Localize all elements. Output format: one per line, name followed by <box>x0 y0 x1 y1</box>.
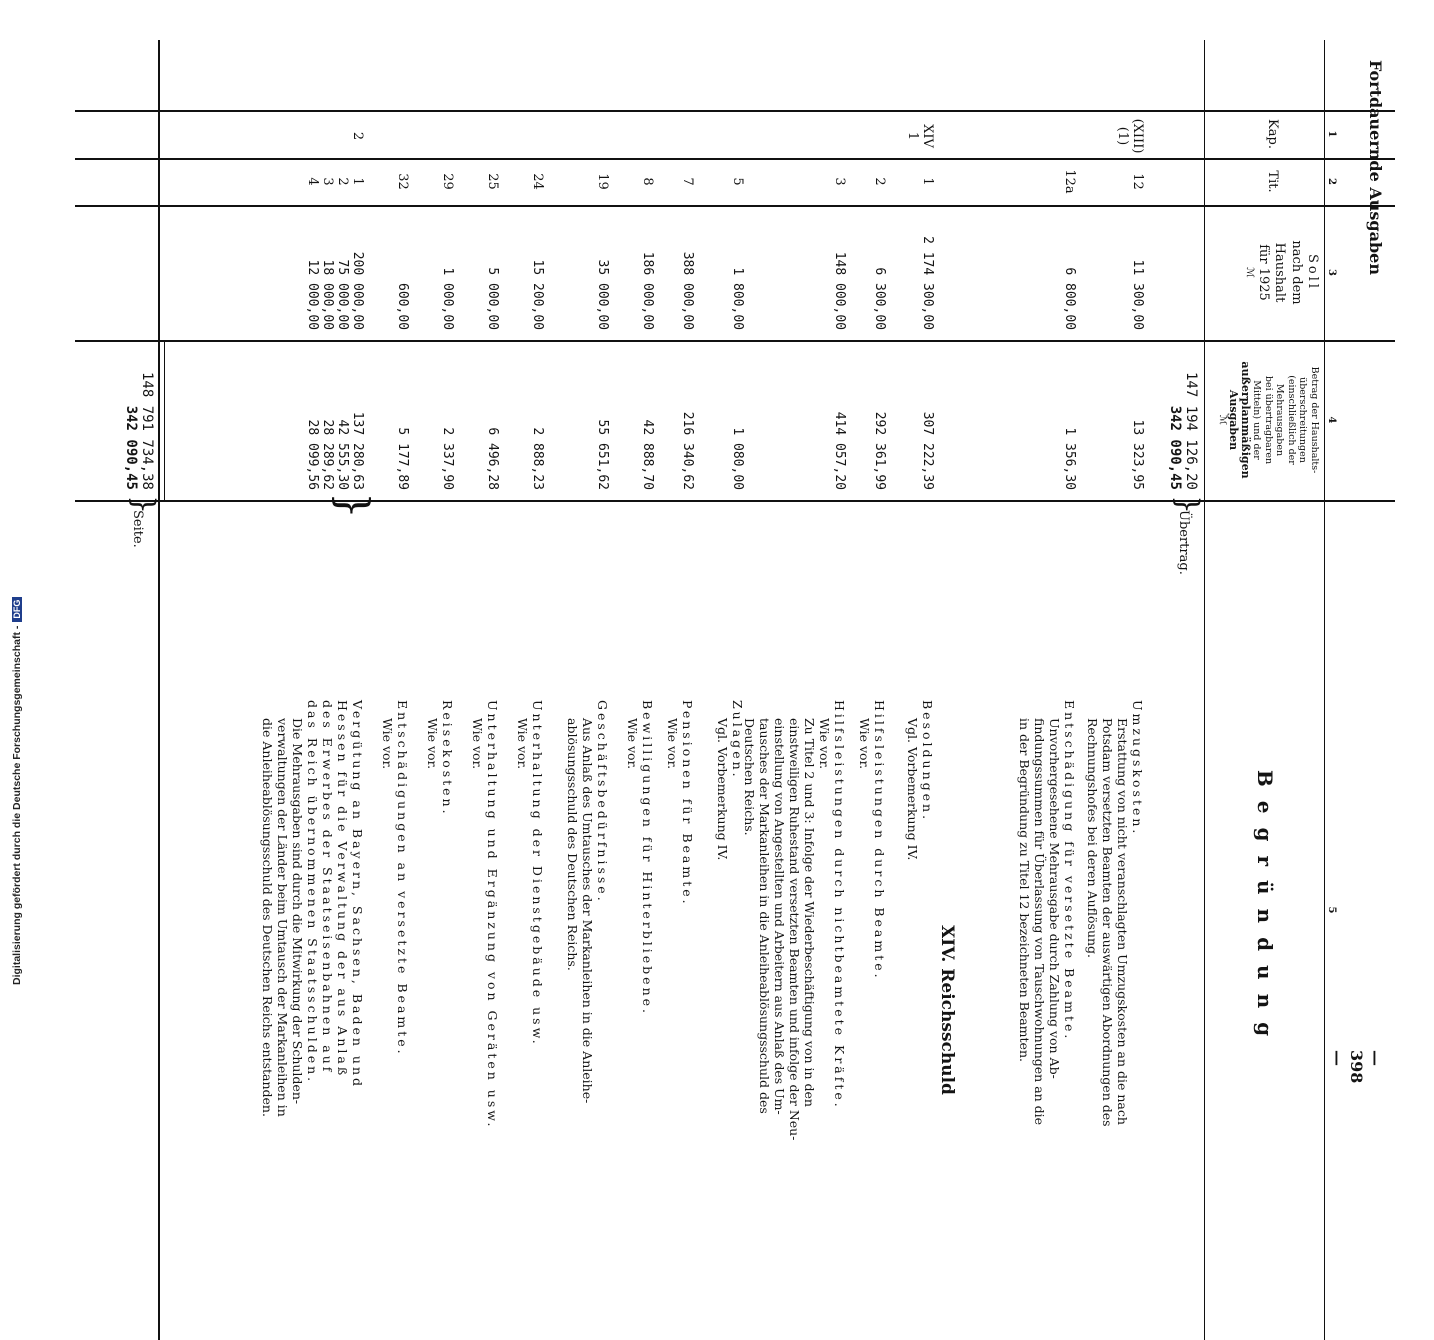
row-text-line: einstweiligen Ruhestand versetzten Beamten und infolge der Neu- <box>787 718 802 1141</box>
document-page <box>75 40 1395 1141</box>
rule-header <box>1204 40 1205 1340</box>
row-betrag-amount: 414 057,20 <box>832 411 847 490</box>
header-begruendung: Begründung <box>1253 769 1277 1051</box>
row-heading-line: Unterhaltung der Dienstgebäude usw. <box>530 700 545 1047</box>
row-tit: 5 <box>730 177 745 186</box>
row-text-line: in der Begründung zu Titel 12 bezeichneten Beamten. <box>1017 718 1032 1062</box>
row-kap: XIV 1 <box>905 124 935 148</box>
row-betrag-amount: 2 888,23 <box>530 427 545 490</box>
row-betrag-amount: 307 222,39 <box>920 411 935 490</box>
header-kap: Kap. <box>1265 119 1280 149</box>
row-text-line: Wie vor. <box>380 718 395 770</box>
row-heading-line: Umzugskosten. <box>1130 700 1145 837</box>
row-text-line: Wie vor. <box>665 718 680 770</box>
row-text-line: tausches der Markanleihen in die Anleiheablösungsschuld des <box>757 718 772 1114</box>
row-explanation <box>515 700 545 1320</box>
row-text-line: die Anleiheablösungsschuld des Deutschen Reichs entstanden. <box>260 718 275 1117</box>
row-heading-line: Hessen für die Verwaltung der aus Anlaß <box>335 700 350 1079</box>
row-text-line: Wie vor. <box>515 718 530 770</box>
row-explanation <box>905 700 935 1320</box>
row-explanation <box>470 700 500 1320</box>
row-tit: 2 <box>872 177 887 186</box>
row-text-line: Erstattung von nicht veranschlagten Umzugskosten an die nach <box>1115 718 1130 1125</box>
rule-kap <box>75 110 1395 112</box>
rule-total <box>158 40 160 1340</box>
row-tit: 32 <box>395 173 410 190</box>
rule-top <box>1324 40 1325 1340</box>
row-betrag-amount: 13 323,95 <box>1130 419 1145 490</box>
row-text-line: Wie vor. <box>625 718 640 770</box>
row-soll-amount: 148 000,00 <box>832 251 847 330</box>
row-text-line: ablösungsschuld des Deutschen Reichs. <box>565 718 580 971</box>
row-soll-amount: 6 300,00 <box>872 267 887 330</box>
row-betrag-amount: 42 888,70 <box>640 419 655 490</box>
row-heading-line: Hilfsleistungen durch nichtbeamtete Kräfte. <box>832 700 847 1110</box>
row-explanation <box>742 700 847 1320</box>
row-tit: 25 <box>485 173 500 190</box>
row-soll-amount: 388 000,00 <box>680 251 695 330</box>
row-heading-line: Bewilligungen für Hinterbliebene. <box>640 700 655 1016</box>
row-soll-amount: 11 300,00 <box>1130 259 1145 330</box>
row-heading-line: Besoldungen. <box>920 700 935 823</box>
row-heading-line: Reisekosten. <box>440 700 455 817</box>
row-explanation <box>857 700 887 1320</box>
colnum-1: 1 <box>1326 130 1337 138</box>
row-betrag-amount: 1 080,00 <box>730 427 745 490</box>
row-tit: 1 2 3 4 <box>305 177 365 186</box>
row-betrag-amount: 6 496,28 <box>485 427 500 490</box>
header-betrag: Betrag der Haushalts- überschreitungen (einschließlich der Mehrausgaben bei übertragbaren Mitteln) und der außerplanmäßigen Ausgaben ℳ <box>1217 361 1320 479</box>
row-text-line: Zu Titel 2 und 3: Infolge der Wiederbeschäftigung von in den <box>802 718 817 1107</box>
row-text-line: Unvorhergesehene Mehrausgabe durch Zahlung von Ab- <box>1047 718 1062 1079</box>
row-tit: 7 <box>680 177 695 186</box>
row-soll-amount: 200 000,00 75 000,00 18 000,00 12 000,00 <box>305 251 365 330</box>
row-explanation <box>380 700 410 1320</box>
row-heading-line: Vergütung an Bayern, Sachsen, Baden und <box>350 700 365 1089</box>
row-text-line: Vgl. Vorbemerkung IV. <box>715 718 730 861</box>
row-heading-line: Entschädigung für versetzte Beamte. <box>1062 700 1077 1042</box>
rule-total-thin <box>164 340 165 500</box>
row-betrag-amount: 137 280,63 42 555,30 28 289,62 28 099,56 <box>305 411 365 490</box>
carryover-label: Übertrag. <box>1176 510 1191 575</box>
row-text-line: Wie vor. <box>425 718 440 770</box>
dfg-logo: DFG <box>12 597 22 622</box>
row-heading-line: des Erwerbes der Staatseisenbahnen auf <box>320 700 335 1075</box>
row-explanation <box>1085 700 1145 1320</box>
row-text-line: Wie vor. <box>470 718 485 770</box>
row-betrag-amount: 2 337,90 <box>440 427 455 490</box>
row-betrag-amount: 292 361,99 <box>872 411 887 490</box>
row-soll-amount: 35 000,00 <box>595 259 610 330</box>
total-label: Seite. <box>130 510 145 548</box>
total-amount: 148 791 734,38 <box>139 371 155 490</box>
row-betrag-amount: 5 177,89 <box>395 427 410 490</box>
row-tit: 19 <box>595 173 610 190</box>
row-soll-amount: 6 800,00 <box>1062 267 1077 330</box>
colnum-4: 4 <box>1326 416 1337 424</box>
row-explanation <box>715 700 745 1320</box>
colnum-5: 5 <box>1326 906 1337 914</box>
row-text-line: Potsdam versetzten Beamten der auswärtigen Abordnungen des <box>1100 718 1115 1127</box>
total-brace: } <box>126 495 161 515</box>
row-tit: 12 <box>1130 173 1145 190</box>
row-text-line: Aus Anlaß des Umtausches der Markanleihen in die Anleihe- <box>580 718 595 1104</box>
row-tit: 3 <box>832 177 847 186</box>
row-soll-amount: 600,00 <box>395 283 410 330</box>
row-tit: 24 <box>530 173 545 190</box>
row-heading-line: Unterhaltung und Ergänzung von Geräten usw. <box>485 700 500 1130</box>
row-tit: 1 <box>920 177 935 186</box>
row-text-line: Die Mehrausgaben sind durch die Mitwirkung der Schulden- <box>290 718 305 1105</box>
row-text-line: Wie vor. <box>817 718 832 770</box>
row-heading-line: Geschäftsbedürfnisse. <box>595 700 610 904</box>
page-number: — 398 — <box>1328 1050 1385 1084</box>
row-explanation <box>565 700 610 1320</box>
row-heading-line: Entschädigungen an versetzte Beamte. <box>395 700 410 1057</box>
row-explanation <box>625 700 655 1320</box>
header-tit: Tit. <box>1265 170 1280 193</box>
row-tit: 8 <box>640 177 655 186</box>
row-text-line: Vgl. Vorbemerkung IV. <box>905 718 920 861</box>
row-kap: (XIII) (1) <box>1115 118 1145 154</box>
colnum-2: 2 <box>1326 178 1337 185</box>
row-tit: 29 <box>440 173 455 190</box>
carryover-brace: } <box>1170 495 1205 515</box>
row-heading-line: Zulagen. <box>730 700 745 780</box>
row-heading-line: Hilfsleistungen durch Beamte. <box>872 700 887 981</box>
row-text-line: verwaltungen der Länder beim Umtausch der Markanleihen in <box>275 718 290 1117</box>
header-soll: Soll nach dem Haushalt für 1925 ℳ <box>1244 240 1320 305</box>
section-heading: XIV. Reichsschuld <box>937 925 957 1095</box>
row-explanation <box>260 700 365 1320</box>
row-betrag-amount: 1 356,30 <box>1062 427 1077 490</box>
carryover-amount: 147 194 126,20 <box>1183 371 1199 490</box>
total-amount-bold: 342 090,45 <box>123 405 139 490</box>
row-soll-amount: 2 174 300,00 <box>920 236 935 330</box>
row-explanation <box>425 700 455 1320</box>
row-soll-amount: 1 800,00 <box>730 267 745 330</box>
row-soll-amount: 186 000,00 <box>640 251 655 330</box>
row-soll-amount: 15 200,00 <box>530 259 545 330</box>
row-text-line: Deutschen Reichs. <box>742 718 757 836</box>
row-explanation <box>665 700 695 1320</box>
row-soll-amount: 1 000,00 <box>440 267 455 330</box>
row-brace: } <box>329 492 378 519</box>
row-tit: 12a <box>1062 169 1077 194</box>
row-betrag-amount: 216 340,62 <box>680 411 695 490</box>
row-betrag-amount: 55 651,62 <box>595 419 610 490</box>
row-soll-amount: 5 000,00 <box>485 267 500 330</box>
row-heading-line: das Reich übernommenen Staatsschulden. <box>305 700 320 1085</box>
row-kap: 2 <box>350 131 365 141</box>
row-text-line: Rechnungshofes bei deren Auflösung. <box>1085 718 1100 959</box>
carryover-amount-bold: 342 090,45 <box>1167 405 1183 490</box>
digitization-credit <box>0 0 22 1000</box>
running-head-left: Fortdauernde Ausgaben <box>1366 60 1385 275</box>
row-text-line: einstellung von Angestellten und Arbeitern aus Anlaß des Um- <box>772 718 787 1115</box>
row-explanation <box>1017 700 1077 1320</box>
row-text-line: findungssummen für Überlassung von Tauschwohnungen an die <box>1032 718 1047 1126</box>
row-text-line: Wie vor. <box>857 718 872 770</box>
colnum-3: 3 <box>1326 269 1337 276</box>
row-heading-line: Pensionen für Beamte. <box>680 700 695 907</box>
credit-text: Digitalisierung gefördert durch die Deutsche Forschungsgemeinschaft - <box>11 625 23 985</box>
